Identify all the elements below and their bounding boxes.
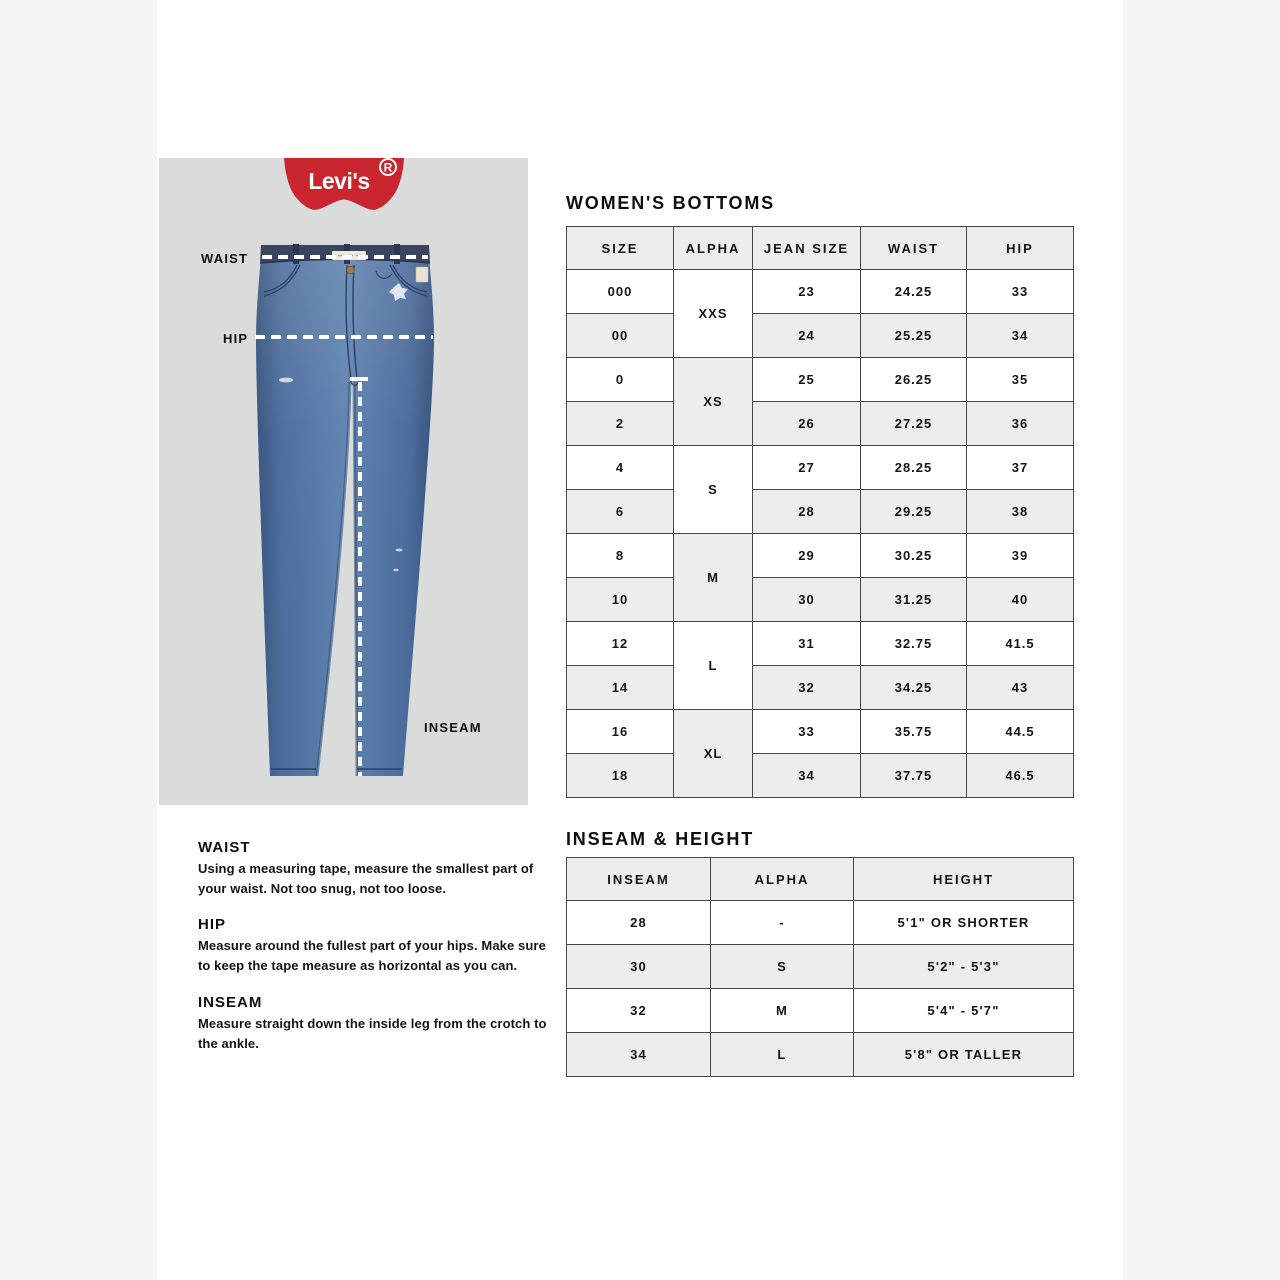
cell-inseam: 30: [567, 945, 711, 989]
cell-waist: 24.25: [861, 270, 967, 314]
measure-guide: [198, 839, 556, 1071]
cell-size: 16: [567, 710, 674, 754]
cell-alpha: M: [711, 989, 854, 1033]
cell-hip: 34: [967, 314, 1074, 358]
cell-waist: 26.25: [861, 358, 967, 402]
cell-jean-size: 28: [753, 490, 861, 534]
cell-jean-size: 30: [753, 578, 861, 622]
inseam-line-cap: [350, 377, 368, 381]
cell-alpha: XS: [674, 358, 753, 446]
header-jean-size: JEAN SIZE: [753, 227, 861, 270]
cell-height: 5'8" OR TALLER: [854, 1033, 1074, 1077]
cell-waist: 37.75: [861, 754, 967, 798]
cell-jean-size: 34: [753, 754, 861, 798]
cell-size: 14: [567, 666, 674, 710]
cell-jean-size: 31: [753, 622, 861, 666]
header-height: HEIGHT: [854, 858, 1074, 901]
table-row: [567, 446, 1074, 490]
cell-hip: 33: [967, 270, 1074, 314]
belt-loop: [394, 244, 400, 264]
cell-waist: 29.25: [861, 490, 967, 534]
cell-size: 00: [567, 314, 674, 358]
guide-waist-heading: WAIST: [198, 839, 251, 856]
belt-loop: [293, 244, 299, 264]
inseam-height-table: [566, 857, 1074, 1077]
cell-waist: 34.25: [861, 666, 967, 710]
cell-jean-size: 27: [753, 446, 861, 490]
cell-waist: 32.75: [861, 622, 967, 666]
cell-height: 5'4" - 5'7": [854, 989, 1074, 1033]
cell-alpha: S: [674, 446, 753, 534]
cell-hip: 43: [967, 666, 1074, 710]
table-row: [567, 490, 1074, 534]
cell-hip: 37: [967, 446, 1074, 490]
cell-hip: 46.5: [967, 754, 1074, 798]
cell-height: 5'2" - 5'3": [854, 945, 1074, 989]
cell-jean-size: 29: [753, 534, 861, 578]
guide-hip-heading: HIP: [198, 916, 227, 934]
cell-waist: 27.25: [861, 402, 967, 446]
cell-alpha: XL: [674, 710, 753, 798]
cell-waist: 35.75: [861, 710, 967, 754]
diagram-inseam-label: INSEAM: [424, 720, 482, 735]
hip-dashed-line: [255, 335, 433, 339]
cell-alpha: XXS: [674, 270, 753, 358]
table-row: [567, 402, 1074, 446]
cell-hip: 41.5: [967, 622, 1074, 666]
cell-size: 6: [567, 490, 674, 534]
table-row: [567, 314, 1074, 358]
cell-waist: 28.25: [861, 446, 967, 490]
header-alpha: ALPHA: [674, 227, 753, 270]
cell-alpha: L: [674, 622, 753, 710]
table-row: [567, 945, 1074, 989]
cell-size: 0: [567, 358, 674, 402]
cell-hip: 35: [967, 358, 1074, 402]
cell-height: 5'1" OR SHORTER: [854, 901, 1074, 945]
cell-jean-size: 33: [753, 710, 861, 754]
header-inseam: INSEAM: [567, 858, 711, 901]
waist-dashed-line: [262, 255, 428, 259]
header-alpha: ALPHA: [711, 858, 854, 901]
cell-inseam: 28: [567, 901, 711, 945]
header-hip: HIP: [967, 227, 1074, 270]
cell-size: 10: [567, 578, 674, 622]
table-row: [567, 754, 1074, 798]
table-row: [567, 989, 1074, 1033]
levis-logo-icon: [283, 158, 405, 220]
cell-inseam: 34: [567, 1033, 711, 1077]
bottoms-size-table: [566, 226, 1074, 798]
table-row: [567, 901, 1074, 945]
cell-jean-size: 32: [753, 666, 861, 710]
cell-size: 000: [567, 270, 674, 314]
cell-inseam: 32: [567, 989, 711, 1033]
cell-size: 2: [567, 402, 674, 446]
registered-mark: R: [383, 160, 393, 175]
inseam-title: INSEAM & HEIGHT: [566, 829, 755, 849]
cell-hip: 40: [967, 578, 1074, 622]
table-header-row: [567, 227, 1074, 270]
header-size: SIZE: [567, 227, 674, 270]
cell-size: 8: [567, 534, 674, 578]
jeans-highlight: [256, 245, 434, 776]
cell-alpha: -: [711, 901, 854, 945]
table-row: [567, 666, 1074, 710]
table-row: [567, 358, 1074, 402]
cell-alpha: M: [674, 534, 753, 622]
table-row: [567, 534, 1074, 578]
cell-jean-size: 23: [753, 270, 861, 314]
cell-hip: 39: [967, 534, 1074, 578]
cell-alpha: L: [711, 1033, 854, 1077]
table-header-row: [567, 858, 1074, 901]
table-row: [567, 578, 1074, 622]
cell-hip: 44.5: [967, 710, 1074, 754]
table-row: [567, 270, 1074, 314]
table-row: [567, 622, 1074, 666]
distress-mark: [279, 378, 293, 383]
guide-inseam-text: Measure straight down the inside leg from the crotch to the ankle.: [198, 1015, 547, 1051]
guide-inseam-heading: INSEAM: [198, 993, 263, 1011]
cell-size: 4: [567, 446, 674, 490]
header-waist: WAIST: [861, 227, 967, 270]
cell-size: 18: [567, 754, 674, 798]
table-row: [567, 710, 1074, 754]
jeans-button: [347, 266, 355, 274]
cell-hip: 38: [967, 490, 1074, 534]
jeans-photo: [250, 240, 440, 780]
table-row: [567, 1033, 1074, 1077]
cell-jean-size: 26: [753, 402, 861, 446]
bottoms-title: WOMEN'S BOTTOMS: [566, 193, 775, 213]
cell-alpha: S: [711, 945, 854, 989]
distress-mark: [393, 569, 398, 571]
inseam-dashed-line: [358, 382, 362, 776]
cell-hip: 36: [967, 402, 1074, 446]
cell-size: 12: [567, 622, 674, 666]
cell-waist: 31.25: [861, 578, 967, 622]
diagram-hip-label: HIP: [223, 331, 249, 346]
distress-mark: [395, 549, 402, 552]
leather-patch: [416, 267, 428, 282]
diagram-waist-label: WAIST: [201, 251, 249, 266]
cell-waist: 25.25: [861, 314, 967, 358]
logo-wordmark: Levi's: [308, 168, 370, 194]
cell-waist: 30.25: [861, 534, 967, 578]
cell-jean-size: 25: [753, 358, 861, 402]
cell-jean-size: 24: [753, 314, 861, 358]
guide-hip-text: Measure around the fullest part of your hips. Make sure to keep the tape measure as horizontal as you can.: [198, 938, 546, 974]
guide-waist-text: Using a measuring tape, measure the smallest part of your waist. Not too snug, not too loose.: [198, 861, 534, 897]
